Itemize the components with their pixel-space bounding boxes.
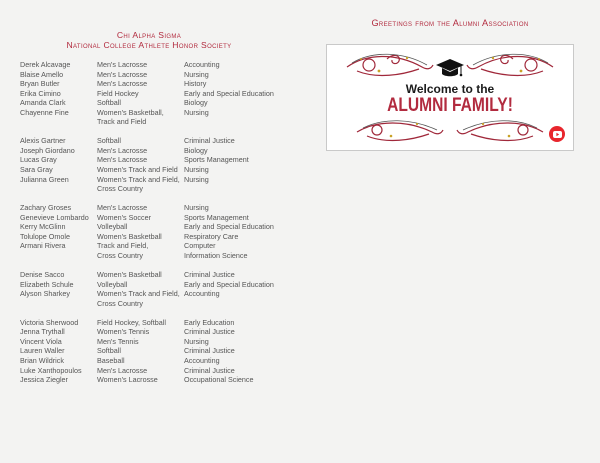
- member-sport: [97, 327, 184, 337]
- major-line: Criminal Justice: [184, 365, 235, 375]
- sport-line: Men's Lacrosse: [97, 79, 148, 89]
- member-name: Elizabeth Schule: [20, 279, 74, 289]
- member-name: Genevieve Lombardo: [20, 212, 89, 222]
- member-major: [184, 146, 292, 156]
- major-line: Information Science: [184, 250, 248, 260]
- member-sport: [97, 318, 184, 328]
- member-name: Lucas Gray: [20, 155, 57, 165]
- major-line: History: [184, 79, 207, 89]
- member-sport: [97, 375, 184, 385]
- member-row: [20, 318, 292, 328]
- member-sport: [97, 232, 184, 242]
- member-major: [184, 346, 292, 356]
- honor-society-section: [20, 30, 292, 385]
- sport-line: Women's Tennis: [97, 327, 150, 337]
- major-line: Nursing: [184, 107, 209, 117]
- major-line: Occupational Science: [184, 375, 254, 385]
- sport-line: Men's Lacrosse: [97, 145, 148, 155]
- group-spacer: [20, 127, 292, 137]
- sport-line: Volleyball: [97, 222, 128, 232]
- member-name: Luke Xanthopoulos: [20, 365, 82, 375]
- sport-line: Field Hockey, Softball: [97, 317, 166, 327]
- member-sport: [97, 70, 184, 80]
- member-major: [184, 203, 292, 213]
- member-major: [184, 280, 292, 290]
- member-row: [20, 346, 292, 356]
- member-sport: [97, 146, 184, 156]
- sport-line: Women's Track and Field,: [97, 289, 180, 299]
- major-line: Early and Special Education: [184, 222, 274, 232]
- sport-line: Women's Basketball: [97, 231, 162, 241]
- member-row: [20, 213, 292, 223]
- major-line: Accounting: [184, 355, 220, 365]
- major-line: Nursing: [184, 165, 209, 175]
- sport-line: Softball: [97, 346, 121, 356]
- sport-line: Field Hockey: [97, 88, 139, 98]
- member-name: Alyson Sharkey: [20, 289, 70, 299]
- major-line: Accounting: [184, 60, 220, 69]
- member-row: [20, 366, 292, 376]
- member-sport: [97, 155, 184, 165]
- member-name: Bryan Butler: [20, 79, 60, 89]
- member-major: [184, 70, 292, 80]
- member-sport: [97, 366, 184, 376]
- member-sport: [97, 79, 184, 89]
- member-name: Lauren Waller: [20, 346, 65, 356]
- member-row: [20, 155, 292, 165]
- member-row: [20, 60, 292, 70]
- member-major: [184, 289, 292, 308]
- member-major: [184, 79, 292, 89]
- sport-line: Softball: [97, 98, 121, 108]
- major-line: Criminal Justice: [184, 270, 235, 280]
- member-name: Armani Rivera: [20, 241, 66, 251]
- sport-line: Softball: [97, 136, 121, 146]
- member-row: [20, 165, 292, 175]
- member-name: Victoria Sherwood: [20, 317, 79, 327]
- sport-line: Track and Field: [97, 117, 147, 127]
- member-row: [20, 327, 292, 337]
- member-sport: [97, 136, 184, 146]
- sport-line: Cross Country: [97, 184, 143, 194]
- major-line: Criminal Justice: [184, 136, 235, 146]
- sport-line: Men's Lacrosse: [97, 155, 148, 165]
- member-sport: [97, 356, 184, 366]
- member-name: Julianna Green: [20, 174, 69, 184]
- member-name: Tolulope Omole: [20, 231, 70, 241]
- sport-line: Women's Basketball,: [97, 107, 164, 117]
- sport-line: Men's Lacrosse: [97, 60, 148, 69]
- major-line: Criminal Justice: [184, 346, 235, 356]
- member-name: Joseph Giordano: [20, 145, 75, 155]
- member-name: Sara Gray: [20, 165, 53, 175]
- welcome-line-2: ALUMNI FAMILY!: [387, 95, 513, 116]
- member-major: [184, 108, 292, 127]
- group-spacer: [20, 260, 292, 270]
- member-roster: [20, 60, 292, 385]
- member-name: Alexis Gartner: [20, 136, 66, 146]
- sport-line: Cross Country: [97, 250, 143, 260]
- member-sport: [97, 222, 184, 232]
- welcome-video-thumbnail[interactable]: [326, 44, 574, 151]
- member-name: Jenna Trythall: [20, 327, 65, 337]
- society-title: Chi Alpha Sigma: [116, 30, 182, 40]
- member-row: [20, 356, 292, 366]
- member-name: Kerry McGlinn: [20, 222, 66, 232]
- sport-line: Men's Lacrosse: [97, 203, 148, 213]
- member-major: [184, 337, 292, 347]
- alumni-section: [326, 17, 574, 151]
- member-major: [184, 165, 292, 175]
- member-name: Blaise Amello: [20, 69, 64, 79]
- member-major: [184, 375, 292, 385]
- member-name: Brian Wildrick: [20, 355, 64, 365]
- sport-line: Baseball: [97, 355, 125, 365]
- member-row: [20, 98, 292, 108]
- major-line: Biology: [184, 145, 208, 155]
- member-major: [184, 232, 292, 242]
- member-major: [184, 270, 292, 280]
- member-major: [184, 175, 292, 194]
- member-row: [20, 337, 292, 347]
- major-line: Nursing: [184, 336, 209, 346]
- major-line: Sports Management: [184, 212, 249, 222]
- member-sport: [97, 203, 184, 213]
- major-line: Criminal Justice: [184, 327, 235, 337]
- member-sport: [97, 98, 184, 108]
- member-sport: [97, 165, 184, 175]
- member-row: [20, 79, 292, 89]
- member-row: [20, 270, 292, 280]
- member-name: Chayenne Fine: [20, 107, 69, 117]
- member-row: [20, 70, 292, 80]
- member-name: Jessica Ziegler: [20, 375, 68, 385]
- society-subtitle: National College Athlete Honor Society: [66, 40, 232, 50]
- member-name: Derek Alcavage: [20, 60, 71, 69]
- member-major: [184, 136, 292, 146]
- alumni-greeting: Greetings from the Alumni Association: [371, 18, 529, 28]
- graduation-cap-icon: [435, 57, 465, 79]
- member-row: [20, 232, 292, 242]
- member-row: [20, 203, 292, 213]
- member-major: [184, 155, 292, 165]
- sport-line: Women's Soccer: [97, 212, 151, 222]
- member-row: [20, 222, 292, 232]
- member-row: [20, 289, 292, 308]
- major-line: Early and Special Education: [184, 88, 274, 98]
- member-sport: [97, 337, 184, 347]
- member-row: [20, 175, 292, 194]
- sport-line: Cross Country: [97, 298, 143, 308]
- member-major: [184, 222, 292, 232]
- member-major: [184, 213, 292, 223]
- member-major: [184, 327, 292, 337]
- sport-line: Women's Basketball: [97, 270, 162, 280]
- member-row: [20, 375, 292, 385]
- youtube-play-icon[interactable]: [549, 126, 565, 142]
- sport-line: Track and Field,: [97, 241, 149, 251]
- major-line: Nursing: [184, 174, 209, 184]
- sport-line: Women's Lacrosse: [97, 375, 158, 385]
- major-line: Early Education: [184, 317, 235, 327]
- swirl-ornament-bottom: [327, 116, 573, 148]
- member-major: [184, 318, 292, 328]
- member-major: [184, 89, 292, 99]
- welcome-line-1: Welcome to the: [405, 82, 495, 96]
- member-sport: [97, 213, 184, 223]
- member-row: [20, 108, 292, 127]
- sport-line: Men's Tennis: [97, 336, 139, 346]
- major-line: Accounting: [184, 289, 220, 299]
- member-major: [184, 356, 292, 366]
- member-sport: [97, 270, 184, 280]
- member-sport: [97, 241, 184, 260]
- member-major: [184, 98, 292, 108]
- major-line: Nursing: [184, 203, 209, 213]
- member-name: Zachary Groses: [20, 203, 72, 213]
- major-line: Early and Special Education: [184, 279, 274, 289]
- major-line: Biology: [184, 98, 208, 108]
- member-sport: [97, 289, 184, 308]
- member-name: Denise Sacco: [20, 270, 65, 280]
- sport-line: Women's Track and Field: [97, 165, 178, 175]
- member-sport: [97, 175, 184, 194]
- member-major: [184, 60, 292, 70]
- member-name: Erika Cimino: [20, 88, 61, 98]
- member-sport: [97, 280, 184, 290]
- member-major: [184, 366, 292, 376]
- member-row: [20, 146, 292, 156]
- member-row: [20, 136, 292, 146]
- major-line: Respiratory Care: [184, 231, 239, 241]
- member-sport: [97, 89, 184, 99]
- member-row: [20, 241, 292, 260]
- group-spacer: [20, 308, 292, 318]
- group-spacer: [20, 194, 292, 204]
- sport-line: Volleyball: [97, 279, 128, 289]
- major-line: Sports Management: [184, 155, 249, 165]
- member-name: Vincent Viola: [20, 336, 62, 346]
- member-major: [184, 241, 292, 260]
- member-sport: [97, 346, 184, 356]
- member-sport: [97, 60, 184, 70]
- sport-line: Men's Lacrosse: [97, 69, 148, 79]
- member-row: [20, 280, 292, 290]
- sport-line: Men's Lacrosse: [97, 365, 148, 375]
- member-row: [20, 89, 292, 99]
- major-line: Nursing: [184, 69, 209, 79]
- member-name: Amanda Clark: [20, 98, 66, 108]
- member-sport: [97, 108, 184, 127]
- major-line: Computer: [184, 241, 216, 251]
- sport-line: Women's Track and Field,: [97, 174, 180, 184]
